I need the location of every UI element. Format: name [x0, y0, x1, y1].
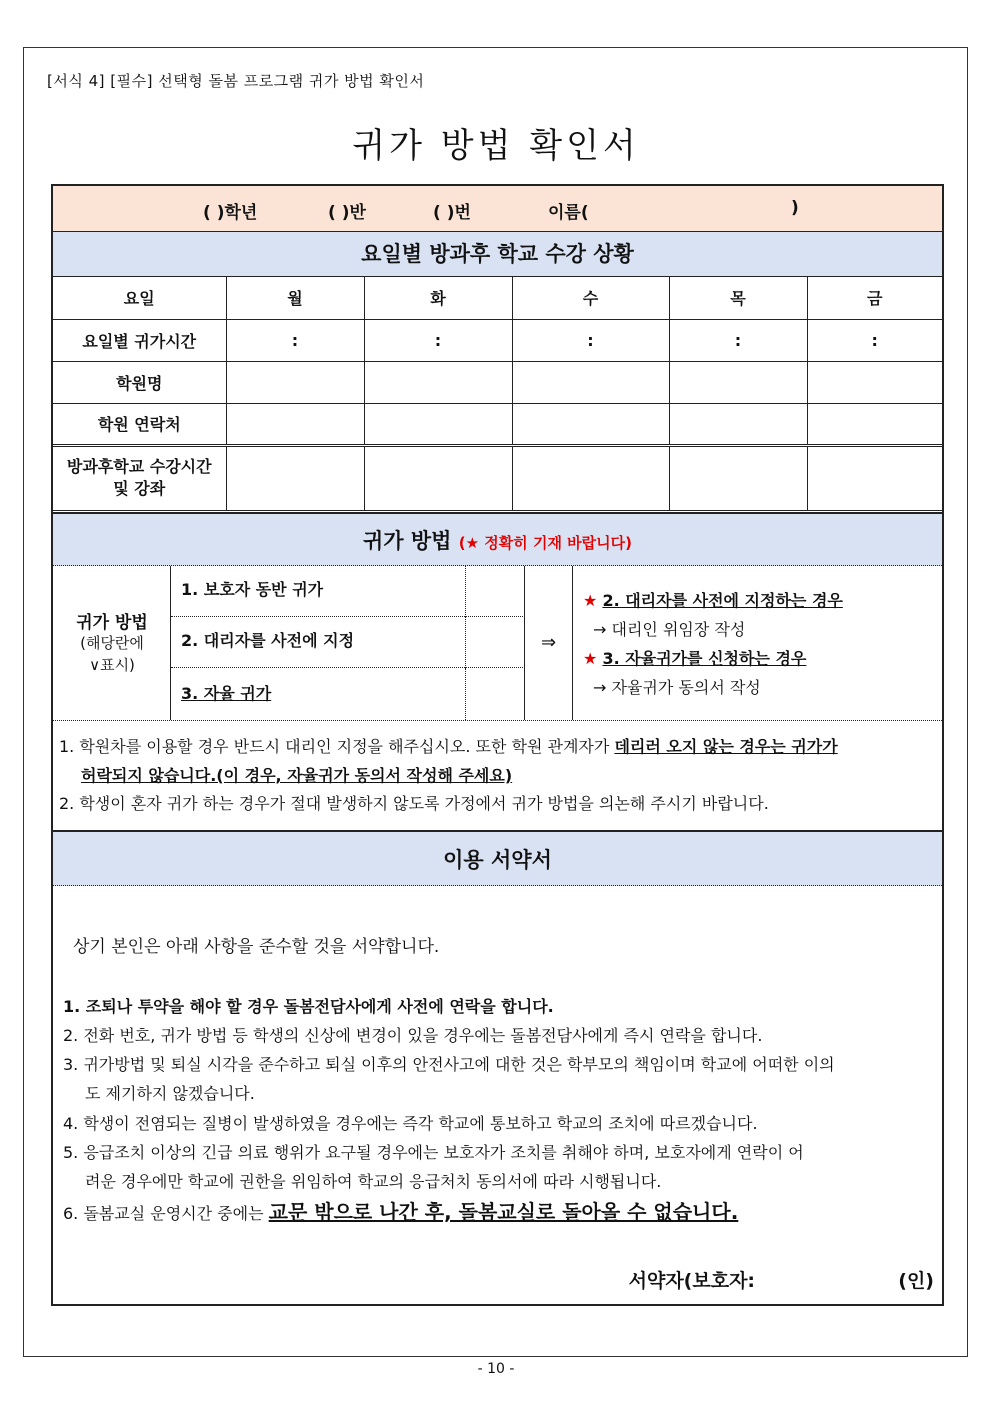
day-tue: 화 [364, 277, 512, 319]
method-label-cell [53, 566, 171, 720]
star-icon: ★ [583, 591, 598, 610]
academy-contact-mon[interactable] [226, 403, 364, 445]
row-label-afterschool-line2: 및 강좌 [113, 479, 166, 498]
case2-title: 2. 대리자를 사전에 지정하는 경우 [602, 591, 843, 610]
case3-line [583, 646, 806, 669]
pledge-item-5-line1: 5. 응급조치 이상의 긴급 의료 행위가 요구될 경우에는 보호자가 조치를 취해야 하며, 보호자에게 연락이 어 [63, 1143, 804, 1162]
option-proxy: 2. 대리자를 사전에 지정 [171, 617, 465, 668]
return-time-tue[interactable]: : [364, 319, 512, 361]
day-thu: 목 [669, 277, 807, 319]
pledge-item-4: 4. 학생이 전염되는 질병이 발생하였을 경우에는 즉각 학교에 통보하고 학교의 조치에 따르겠습니다. [63, 1114, 758, 1133]
row-label-afterschool [53, 445, 226, 510]
case-instructions [573, 566, 942, 720]
method-label-sub2: ∨표시) [89, 656, 135, 674]
schedule-heading: 요일별 방과후 학교 수강 상황 [53, 232, 942, 277]
notes-section [53, 720, 942, 830]
grade-field[interactable]: ( )학년 [203, 203, 258, 223]
note-1-text: 1. 학원차를 이용할 경우 반드시 대리인 지정을 해주십시오. 또한 학원 관계자가 [59, 737, 610, 756]
pledge-item-3-line1: 3. 귀가방법 및 퇴실 시각을 준수하고 퇴실 이후의 안전사고에 대한 것은 학부모의 책임이며 학교에 어떠한 이의 [63, 1055, 835, 1074]
academy-name-mon[interactable] [226, 361, 364, 403]
return-method-section [53, 566, 942, 720]
case3-sub: → 자율귀가 동의서 작성 [593, 678, 761, 697]
signature-line [629, 1266, 934, 1293]
academy-name-tue[interactable] [364, 361, 512, 403]
afterschool-tue[interactable] [364, 445, 512, 510]
signer-label[interactable]: 서약자(보호자: [628, 1270, 756, 1292]
note-1-emphasis: 데리러 오지 않는 경우는 귀가가 [614, 737, 838, 756]
document-title: 귀가 방법 확인서 [352, 126, 640, 166]
pledge-item-2: 2. 전화 번호, 귀가 방법 등 학생의 신상에 변경이 있을 경우에는 돌봄전담사에게 즉시 연락을 합니다. [63, 1026, 763, 1045]
note-2: 2. 학생이 혼자 귀가 하는 경우가 절대 발생하지 않도록 가정에서 귀가 방법을 의논해 주시기 바랍니다. [59, 794, 769, 813]
number-field[interactable]: ( )번 [433, 203, 471, 223]
method-heading [53, 512, 942, 566]
academy-name-thu[interactable] [669, 361, 807, 403]
return-time-thu[interactable]: : [669, 319, 807, 361]
arrow-icon: ⇒ [525, 566, 573, 720]
class-field[interactable]: ( )반 [328, 203, 366, 223]
row-label-academy-contact: 학원 연락처 [53, 403, 226, 445]
case2-line [583, 588, 843, 611]
option-proxy-checkbox[interactable] [465, 617, 525, 668]
academy-contact-thu[interactable] [669, 403, 807, 445]
form-table [51, 184, 944, 1306]
form-header-label: [서식 4] [필수] 선택형 돌봄 프로그램 귀가 방법 확인서 [47, 72, 425, 90]
pledge-item-6 [63, 1196, 738, 1225]
academy-name-row [53, 361, 942, 403]
pledge-item-6-emphasis: 교문 밖으로 나간 후, 돌봄교실로 돌아올 수 없습니다. [268, 1200, 739, 1224]
row-label-return-time: 요일별 귀가시간 [53, 319, 226, 361]
name-field-close: ) [791, 198, 799, 218]
seal-mark: (인) [898, 1270, 934, 1292]
day-header-row [53, 277, 942, 319]
pledge-item-6-text: 6. 돌봄교실 운영시간 중에는 [63, 1204, 264, 1223]
academy-contact-wed[interactable] [512, 403, 669, 445]
option-self [171, 668, 465, 720]
day-mon: 월 [226, 277, 364, 319]
method-label: 귀가 방법 [76, 613, 148, 633]
pledge-intro: 상기 본인은 아래 사항을 준수할 것을 서약합니다. [73, 937, 440, 957]
method-heading-text: 귀가 방법 [362, 529, 452, 553]
pledge-item-3-line2: 도 제기하지 않겠습니다. [85, 1084, 255, 1103]
case3-title: 3. 자율귀가를 신청하는 경우 [602, 649, 807, 668]
day-label: 요일 [53, 277, 226, 319]
pledge-heading: 이용 서약서 [53, 830, 942, 886]
academy-name-wed[interactable] [512, 361, 669, 403]
row-label-afterschool-line1: 방과후학교 수강시간 [66, 457, 212, 476]
note-1-line2: 허락되지 않습니다.(이 경우, 자율귀가 동의서 작성해 주세요) [81, 766, 513, 785]
day-wed: 수 [512, 277, 669, 319]
star-icon: ★ [583, 649, 598, 668]
academy-contact-row [53, 403, 942, 445]
afterschool-wed[interactable] [512, 445, 669, 510]
day-fri: 금 [807, 277, 942, 319]
schedule-table [53, 277, 942, 511]
method-label-sub1: (해당란에 [80, 634, 144, 652]
case2-sub: → 대리인 위임장 작성 [593, 620, 746, 639]
afterschool-fri[interactable] [807, 445, 942, 510]
method-heading-note: (★ 정확히 기재 바랍니다) [458, 534, 633, 552]
note-1-line1 [59, 734, 838, 757]
student-info-row [53, 186, 942, 232]
return-time-mon[interactable]: : [226, 319, 364, 361]
academy-contact-tue[interactable] [364, 403, 512, 445]
return-time-row [53, 319, 942, 361]
page-number: - 10 - [477, 1361, 515, 1377]
pledge-item-1: 1. 조퇴나 투약을 해야 할 경우 돌봄전담사에게 사전에 연락을 합니다. [63, 997, 554, 1016]
pledge-item-5-line2: 려운 경우에만 학교에 권한을 위임하여 학교의 응급처치 동의서에 따라 시행됩니다. [85, 1172, 662, 1191]
name-field-label[interactable]: 이름( [548, 203, 589, 223]
academy-contact-fri[interactable] [807, 403, 942, 445]
afterschool-thu[interactable] [669, 445, 807, 510]
afterschool-mon[interactable] [226, 445, 364, 510]
return-time-wed[interactable]: : [512, 319, 669, 361]
option-self-label: 3. 자율 귀가 [181, 684, 272, 703]
option-guardian-checkbox[interactable] [465, 566, 525, 617]
row-label-academy-name: 학원명 [53, 361, 226, 403]
academy-name-fri[interactable] [807, 361, 942, 403]
afterschool-row [53, 445, 942, 510]
return-time-fri[interactable]: : [807, 319, 942, 361]
option-guardian: 1. 보호자 동반 귀가 [171, 566, 465, 617]
pledge-section [53, 886, 942, 1304]
method-label-sub [53, 632, 171, 676]
option-self-checkbox[interactable] [465, 668, 525, 720]
